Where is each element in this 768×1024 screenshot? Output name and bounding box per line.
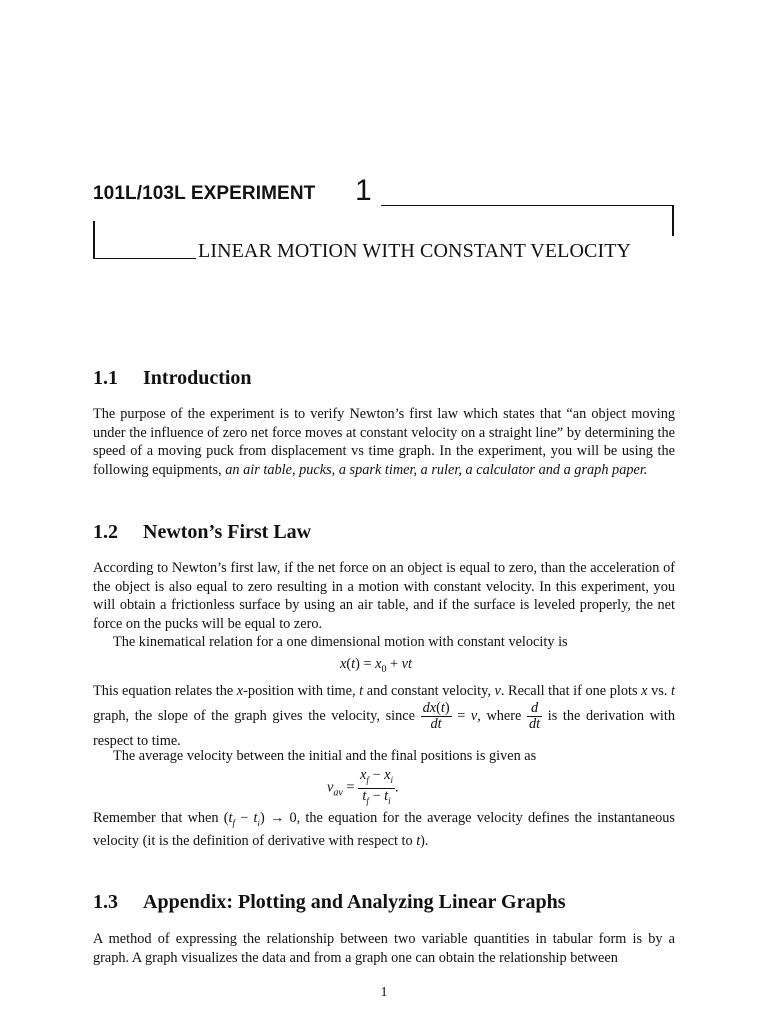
chapter-subtitle: LINEAR MOTION WITH CONSTANT VELOCITY xyxy=(198,240,632,262)
section-number: 1.1 xyxy=(93,367,118,389)
text-run: ). xyxy=(420,833,429,850)
text-run: This equation relates the xyxy=(93,683,234,699)
heading-rule-top xyxy=(381,205,673,206)
heading-rule-left xyxy=(93,221,95,259)
section-heading-introduction xyxy=(93,367,252,390)
intro-paragraph xyxy=(93,405,675,479)
fraction-average-velocity: $\frac{x_f - x_i}{t_f - t_i}$ xyxy=(360,767,393,806)
text-run: vs. xyxy=(651,683,668,699)
law-paragraph-2: The kinematical relation for a one dimensional motion with constant velocity is xyxy=(113,634,568,650)
text-run: graph, the slope of the graph gives the velocity, since xyxy=(93,707,415,724)
heading-rule-right xyxy=(672,205,674,236)
fraction-ddt: $\frac{d}{dt}$ xyxy=(529,699,541,732)
text-run: -position with time, xyxy=(243,683,356,699)
text-run: and constant velocity, xyxy=(366,683,491,699)
chapter-number: 1 xyxy=(355,174,372,207)
section-title: Newton’s First Law xyxy=(143,521,312,543)
section-title: Introduction xyxy=(143,367,252,389)
law-paragraph-3: This equation relates the x-position with time, t and constant velocity, v. Recall that if one plots x vs. t graph, the slope of the graph gives the velocity, since $\frac{dx(t)}{dt}$ = v, where $\frac{d}{dt}$ is the derivation with respect to time. xyxy=(93,683,675,749)
section-title: Appendix: Plotting and Analyzing Linear Graphs xyxy=(143,891,566,913)
heading-rule-bottom xyxy=(93,258,196,259)
chapter-label: 101L/103L EXPERIMENT xyxy=(93,183,316,204)
section-heading-newtons-first-law xyxy=(93,521,311,544)
fraction-dxdt: $\frac{dx(t)}{dt}$ xyxy=(422,699,450,732)
text-run: is the derivation with respect to time. xyxy=(93,707,675,749)
intro-equipment-list: an air table, pucks, a spark timer, a ruler, a calculator and a graph paper. xyxy=(225,461,648,478)
section-heading-appendix xyxy=(93,891,566,914)
appendix-paragraph: A method of expressing the relationship between two variable quantities in tabular form is by a graph. A graph visualizes the data and from a graph one can obtain the relationship between xyxy=(93,931,675,966)
equation-position: $x(t) = x_0$ + vt xyxy=(340,656,412,675)
text-run: . Recall that if one plots xyxy=(500,683,638,699)
intro-text: The purpose of the experiment is to verify Newton’s first law which states that “an object moving under the influence of zero net force moves at constant velocity on a straight line” by determining the speed of a moving puck from displacement vs time graph. In the experiment, you will be using the following equipments, xyxy=(93,406,675,478)
text-run: , the equation for the average velocity defines the instantaneous velocity (it is the definition of derivative with respect to xyxy=(93,810,675,850)
law-paragraph-5: Remember that when $(t_f - t_i) \to 0$, the equation for the average velocity defines the instantaneous velocity (it is the definition of derivative with respect to t). xyxy=(93,810,675,850)
section-number: 1.2 xyxy=(93,521,118,543)
page-number: 1 xyxy=(380,985,388,1000)
law-paragraph-4: The average velocity between the initial and the final positions is given as xyxy=(113,748,537,764)
section-number: 1.3 xyxy=(93,891,118,913)
law-paragraph-1: According to Newton’s first law, if the net force on an object is equal to zero, than the acceleration of the object is also equal to zero resulting in a motion with constant velocity. In this experiment, you will obtain a frictionless surface by using an air table, and if the surface is leveled properly, the net force on the pucks will be equal to zero. xyxy=(93,560,675,632)
equation-average-velocity: $v_{av}$ = $\frac{x_f - x_i}{t_f - t_i}$ . xyxy=(327,768,399,809)
text-run: , where xyxy=(477,707,522,724)
text-run: Remember that when xyxy=(93,810,219,826)
